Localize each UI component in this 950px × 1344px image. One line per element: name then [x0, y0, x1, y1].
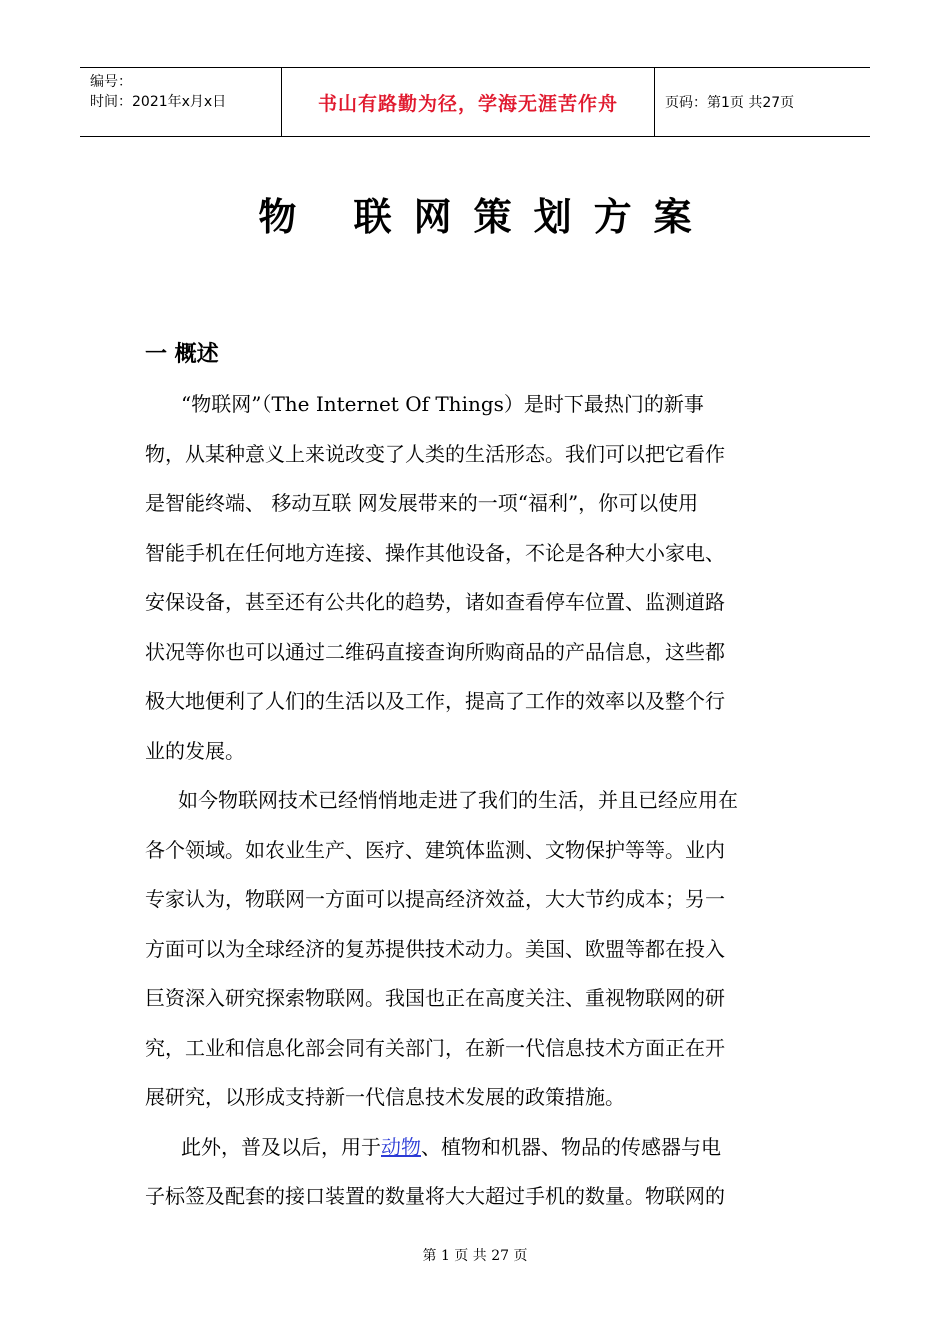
- serial-label: 编号：: [90, 74, 132, 90]
- document-title: 物 联网策划方案: [258, 195, 714, 239]
- paragraph-3: [145, 1123, 807, 1222]
- paragraph-2: [145, 776, 807, 1123]
- document-body: [145, 380, 807, 1222]
- text-line: 物，从某种意义上来说改变了人类的生活形态。我们可以把它看作: [145, 441, 725, 466]
- text-line: 如今物联网技术已经悄悄地走进了我们的生活，并且已经应用在: [178, 788, 738, 812]
- section-heading: 一 概述: [145, 342, 219, 367]
- header-meta: [80, 68, 281, 136]
- header-motto: 书山有路勤为径，学海无涯苦作舟: [281, 68, 655, 136]
- text-line: 巨资深入研究探索物联网。我国也正在高度关注、重视物联网的研: [145, 986, 725, 1010]
- text-span: 此外，普及以后，用于: [181, 1134, 381, 1159]
- time-label: 时间：2021年x月x日: [90, 94, 227, 110]
- text-span: 、植物和机器、物品的传感器与电: [421, 1134, 721, 1159]
- text-line: 子标签及配套的接口装置的数量将大大超过手机的数量。物联网的: [145, 1184, 725, 1208]
- text-line: 状况等你也可以通过二维码直接查询所购商品的产品信息，这些都: [145, 639, 725, 664]
- text-line: 各个领域。如农业生产、医疗、建筑体监测、文物保护等等。业内: [145, 837, 725, 862]
- text-line: “物联网”（The Internet Of Things）是时下最热门的新事: [181, 392, 704, 416]
- text-line: [145, 1123, 807, 1173]
- text-line: 方面可以为全球经济的复苏提供技术动力。美国、欧盟等都在投入: [145, 936, 725, 961]
- text-line: 安保设备，甚至还有公共化的趋势，诸如查看停车位置、监测道路: [145, 590, 725, 614]
- header-page-info: 页码：第1页 共27页: [665, 95, 795, 111]
- text-line: 智能手机在任何地方连接、操作其他设备，不论是各种大小家电、: [145, 540, 725, 565]
- text-line: 极大地便利了人们的生活以及工作，提高了工作的效率以及整个行: [145, 689, 725, 713]
- animal-link[interactable]: 动物: [381, 1134, 421, 1159]
- text-line: 专家认为，物联网一方面可以提高经济效益，大大节约成本；另一: [145, 887, 725, 911]
- text-line: 是智能终端、 移动互联 网发展带来的一项“福利”，你可以使用: [145, 491, 699, 515]
- page-footer: 第 1 页 共 27 页: [422, 1248, 528, 1264]
- text-line: 业的发展。: [145, 738, 245, 763]
- paragraph-1: [145, 380, 807, 776]
- text-line: 展研究，以形成支持新一代信息技术发展的政策措施。: [145, 1085, 625, 1109]
- text-line: 究，工业和信息化部会同有关部门，在新一代信息技术方面正在开: [145, 1035, 725, 1060]
- page-header: [80, 67, 870, 137]
